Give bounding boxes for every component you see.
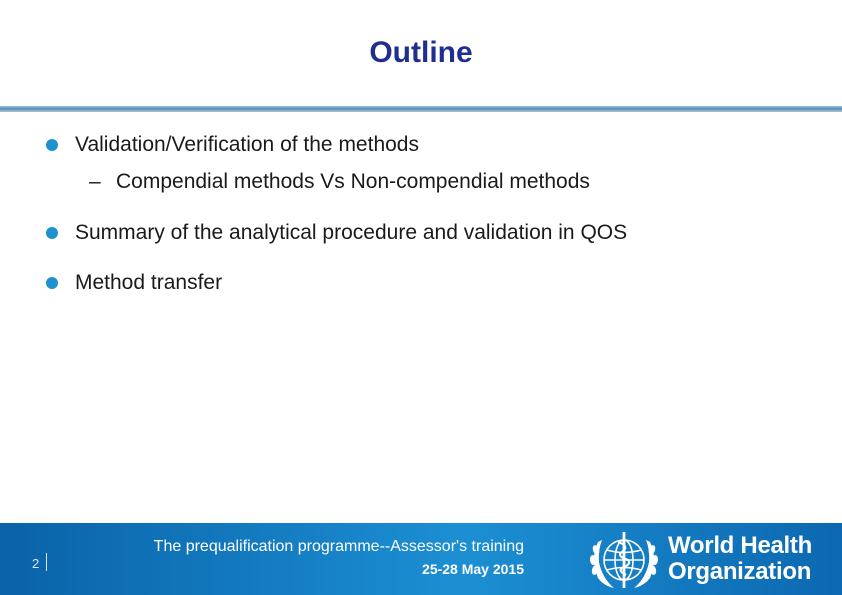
bullet-dot-icon [46,139,58,151]
slide-title: Outline [369,36,473,69]
who-name-line1: World Health [668,532,812,559]
who-emblem-icon [584,528,664,592]
bullet-text: Summary of the analytical procedure and validation in QOS [75,221,628,244]
sub-bullet-text: Compendial methods Vs Non-compendial methods [116,170,590,193]
bullet-dot-icon [46,227,58,239]
sub-bullet-item [89,170,590,194]
who-name-line2: Organization [668,558,812,585]
page-separator [46,553,47,571]
title-divider [0,106,842,112]
bullet-item [46,133,419,157]
who-name [668,533,812,585]
dash-icon: – [89,170,101,193]
footer-event-date: 25-28 May 2015 [422,561,524,577]
page-number: 2 [32,556,40,571]
footer-band [0,523,842,595]
bullet-text: Method transfer [75,271,223,294]
footer-event-title: The prequalification programme--Assessor's training [153,538,524,555]
bullet-item [46,271,222,295]
bullet-item [46,221,627,245]
bullet-text: Validation/Verification of the methods [75,133,419,156]
bullet-dot-icon [46,277,58,289]
